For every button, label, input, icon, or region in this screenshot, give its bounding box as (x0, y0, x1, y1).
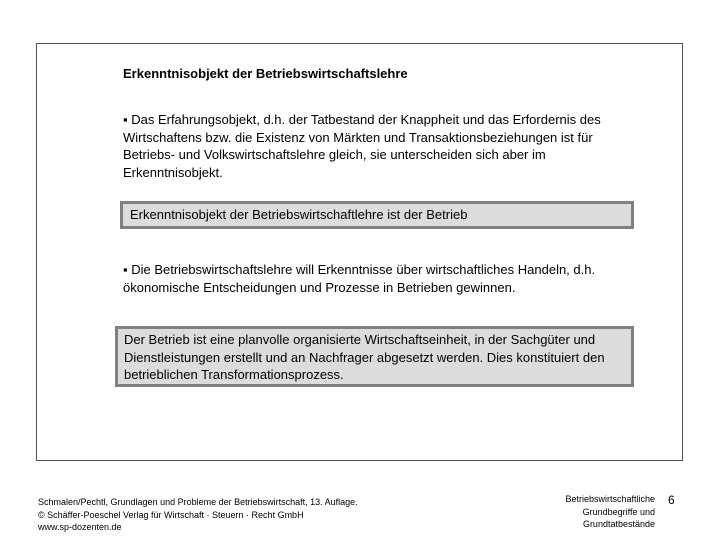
page-number: 6 (668, 493, 675, 507)
footer-line: © Schäffer-Poeschel Verlag für Wirtschaft · Steuern · Recht GmbH (38, 509, 304, 520)
footer-line: Schmalen/Pechtl, Grundlagen und Probleme der Betriebswirtschaft, 13. Auflage. (38, 497, 358, 507)
highlight-box-knowledge-object: Erkenntnisobjekt der Betriebswirtschaftlehre ist der Betrieb (120, 201, 634, 229)
footer-citation (38, 496, 358, 534)
footer-section (540, 493, 655, 531)
section-line: Grundtatbestände (582, 519, 655, 529)
footer-link: www.sp-dozenten.de (38, 522, 122, 532)
section-line: Betriebswirtschaftliche (565, 494, 655, 504)
slide-title: Erkenntnisobjekt der Betriebswirtschaftslehre (123, 66, 408, 81)
slide-frame (36, 43, 683, 461)
paragraph-business-knowledge: ▪ Die Betriebswirtschaftslehre will Erkenntnisse über wirtschaftliches Handeln, d.h. ökonomische Entscheidungen und Prozesse in Betrieben gewinnen. (123, 262, 596, 295)
section-line: Grundbegriffe und (582, 506, 655, 517)
highlight-box-definition: Der Betrieb ist eine planvolle organisierte Wirtschaftseinheit, in der Sachgüter und Dienstleistungen erstellt und an Nachfrager abgesetzt werden. Dies konstituiert den betrieblichen Transformationsprozess. (115, 326, 634, 387)
paragraph-experience-object: ▪ Das Erfahrungsobjekt, d.h. der Tatbestand der Knappheit und das Erfordernis des Wirtschaftens bzw. die Existenz von Märkten und Transaktionsbeziehungen ist für Betriebs- und Volkswirtschaftslehre gleich, sie unterscheiden sich aber im Erkenntnisobjekt. (123, 112, 601, 180)
